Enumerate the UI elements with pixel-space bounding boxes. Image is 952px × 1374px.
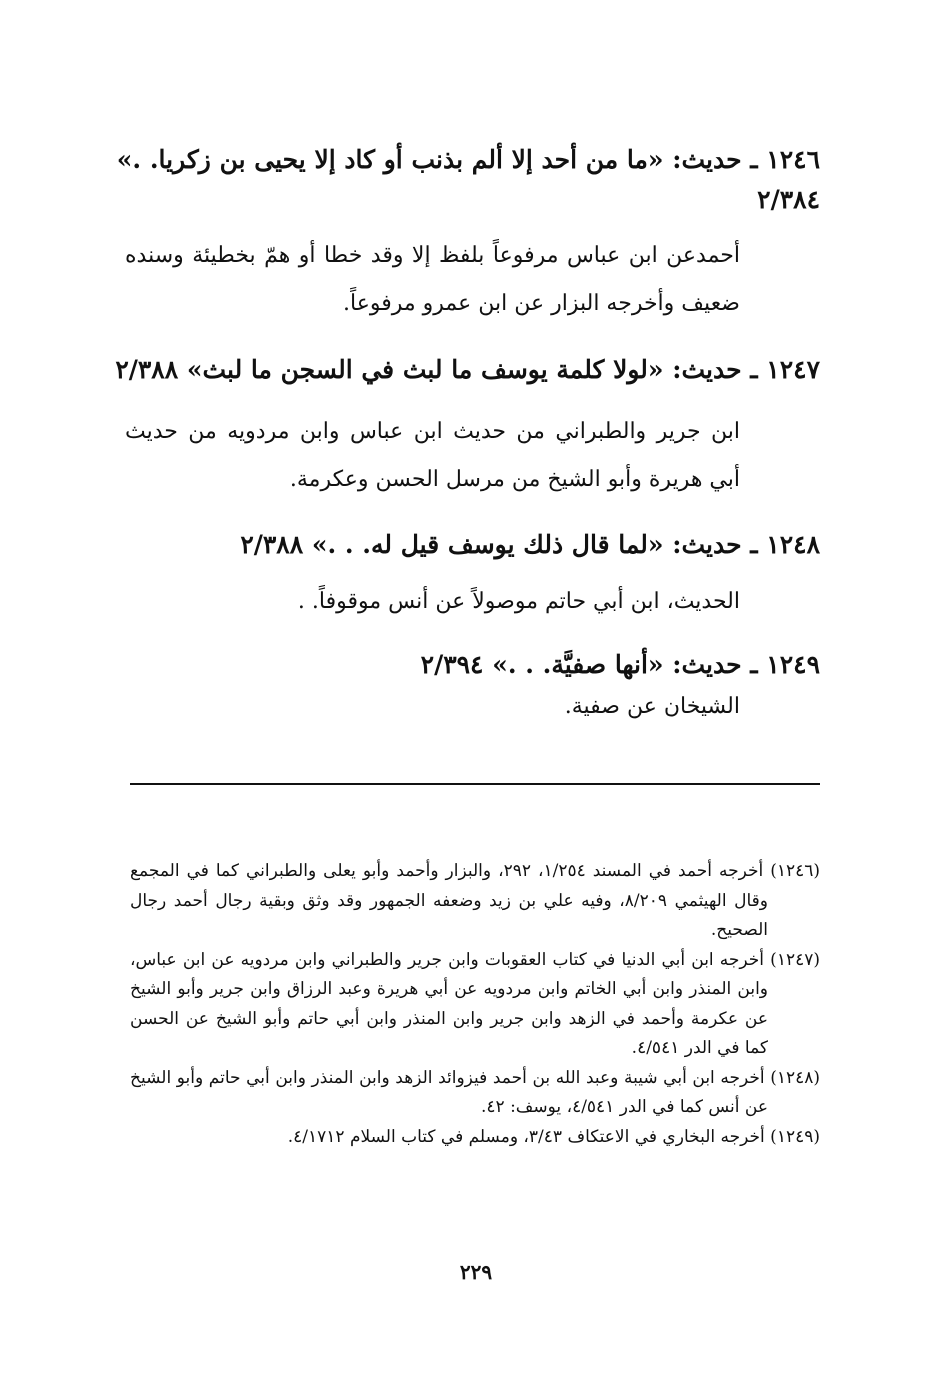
hadith-commentary-1248: الحديث، ابن أبي حاتم موصولاً عن أنس موقوفاً. . bbox=[297, 589, 740, 614]
hadith-commentary-1247: ابن جرير والطبراني من حديث ابن عباس وابن مردويه من حديث أبي هريرة وأبو الشيخ من مرسل الحسن وعكرمة. bbox=[125, 419, 740, 492]
hadith-heading-1249: ١٢٤٩ ـ حديث: «أنها صفيَّة. . .» ٢/٣٩٤ bbox=[420, 650, 820, 679]
hadith-heading-1247: ١٢٤٧ ـ حديث: «لولا كلمة يوسف ما لبث في السجن ما لبث» ٢/٣٨٨ bbox=[115, 355, 820, 384]
page-number: ٢٢٩ bbox=[459, 1260, 493, 1284]
footnote-divider bbox=[130, 783, 820, 785]
hadith-reference: ٢/٣٨٤ bbox=[757, 185, 820, 214]
hadith-commentary-1246: أحمدعن ابن عباس مرفوعاً بلفظ إلا وقد خطا أو همّ بخطيئة وسنده ضعيف وأخرجه البزار عن ابن عمرو مرفوعاً. bbox=[125, 243, 740, 316]
hadith-commentary-1249: الشيخان عن صفية. bbox=[564, 694, 740, 719]
hadith-heading-1248: ١٢٤٨ ـ حديث: «لما قال ذلك يوسف قيل له. . .» ٢/٣٨٨ bbox=[240, 530, 820, 559]
footnote-1249: (١٢٤٩) أخرجه البخاري في الاعتكاف ٣/٤٣، ومسلم في كتاب السلام ٤/١٧١٢. bbox=[287, 1126, 820, 1147]
footnote-1246: (١٢٤٦) أخرجه أحمد في المسند ١/٢٥٤، ٢٩٢، والبزار وأحمد وأبو يعلى والطبراني كما في المجمع وقال الهيثمي ٨/٢٠٩، وفيه علي بن زيد وضعفه الجمهور وقد وثق وبقية رجال أحمد رجال الصحيح. bbox=[130, 861, 821, 940]
footnotes-section bbox=[130, 857, 820, 1152]
hadith-heading-1246 bbox=[116, 140, 820, 220]
footnote-1248: (١٢٤٨) أخرجه ابن أبي شيبة وعبد الله بن أحمد فيزوائد الزهد وابن المنذر وابن أبي حاتم وأبو الشيخ عن أنس كما في الدر ٤/٥٤١، يوسف: ٤٢. bbox=[130, 1067, 820, 1117]
footnote-1247: (١٢٤٧) أخرجه ابن أبي الدنيا في كتاب العقوبات وابن جرير والطبراني وابن مردويه عن ابن عباس، وابن المنذر وابن أبي الخاتم وابن مردويه عن أبي هريرة وعبد الرزاق وابن جرير وأبو الشيخ عن عكرمة وأحمد في الزهد وابن جرير وابن المنذر وابن أبي حاتم وأبو الشيخ عن الحسن كما في الدر ٤/٥٤١. bbox=[130, 949, 820, 1058]
hadith-heading-text: ١٢٤٦ ـ حديث: «ما من أحد إلا ألم بذنب أو كاد إلا يحيى بن زكريا. .» bbox=[116, 145, 820, 174]
